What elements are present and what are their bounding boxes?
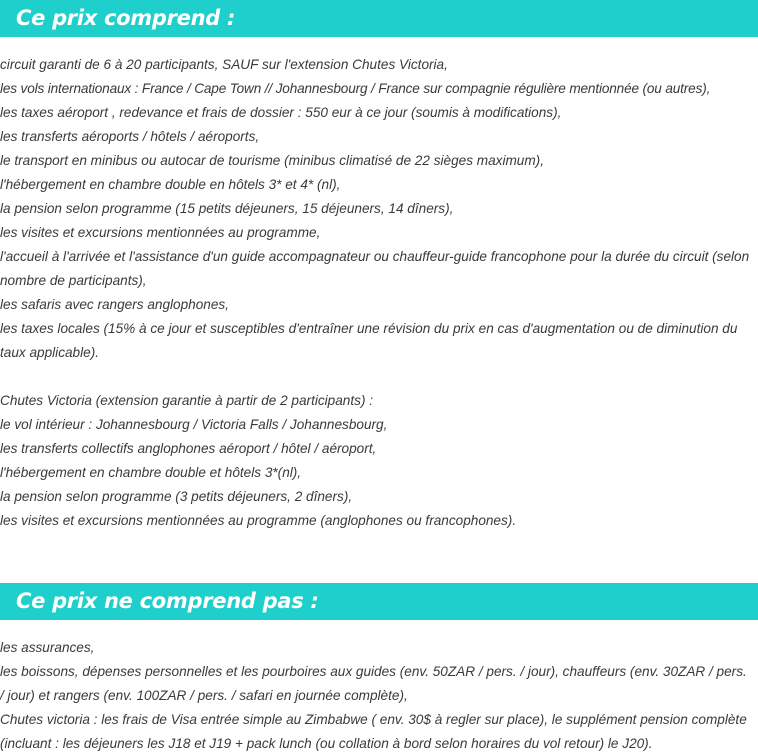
list-item: les vols internationaux : France / Cape Town // Johannesbourg / France sur compagnie régulière mentionnée (ou autres), (0, 81, 711, 96)
list-item: le vol intérieur : Johannesbourg / Victoria Falls / Johannesbourg, (0, 417, 388, 432)
list-item: l'hébergement en chambre double et hôtels 3*(nl), (0, 465, 302, 480)
includes-header (0, 0, 758, 37)
excludes-title: Ce prix ne comprend pas : (16, 589, 319, 613)
list-item: l'hébergement en chambre double en hôtels 3* et 4* (nl), (0, 177, 341, 192)
excludes-list (0, 636, 758, 756)
list-item: les visites et excursions mentionnées au programme, (0, 225, 321, 240)
list-item: les transferts collectifs anglophones aéroport / hôtel / aéroport, (0, 441, 377, 456)
list-item: la pension selon programme (3 petits déjeuners, 2 dîners), (0, 489, 353, 504)
list-item: les boissons, dépenses personnelles et les pourboires aux guides (env. 50ZAR / pers. / jour), chauffeurs (env. 30ZAR / pers. / jour) et rangers (env. 100ZAR / pers. / safari en journée complète), (0, 664, 747, 703)
list-item: les safaris avec rangers anglophones, (0, 297, 229, 312)
list-item: les transferts aéroports / hôtels / aéroports, (0, 129, 260, 144)
extension-title: Chutes Victoria (extension garantie à partir de 2 participants) : (0, 393, 374, 408)
list-item: circuit garanti de 6 à 20 participants, SAUF sur l'extension Chutes Victoria, (0, 57, 448, 72)
list-item: Chutes victoria : les frais de Visa entrée simple au Zimbabwe ( env. 30$ à regler sur place), le supplément pension complète (incluant : les déjeuners les J18 et J19 + pack lunch (ou collation à bord selon horaires du vol retour) le J20). (0, 712, 747, 751)
spacer (0, 365, 758, 389)
excludes-header (0, 583, 758, 620)
list-item: le transport en minibus ou autocar de tourisme (minibus climatisé de 22 sièges maximum), (0, 153, 544, 168)
list-item: la pension selon programme (15 petits déjeuners, 15 déjeuners, 14 dîners), (0, 201, 454, 216)
list-item: les taxes aéroport , redevance et frais de dossier : 550 eur à ce jour (soumis à modifications), (0, 105, 562, 120)
includes-title: Ce prix comprend : (16, 6, 236, 30)
list-item: les visites et excursions mentionnées au programme (anglophones ou francophones). (0, 513, 517, 528)
list-item: les assurances, (0, 640, 95, 655)
list-item: les taxes locales (15% à ce jour et susceptibles d'entraîner une révision du prix en cas d'augmentation ou de diminution du taux applicable). (0, 321, 738, 360)
list-item: l'accueil à l'arrivée et l'assistance d'un guide accompagnateur ou chauffeur-guide francophone pour la durée du circuit (selon nombre de participants), (0, 249, 750, 288)
includes-list (0, 53, 758, 533)
